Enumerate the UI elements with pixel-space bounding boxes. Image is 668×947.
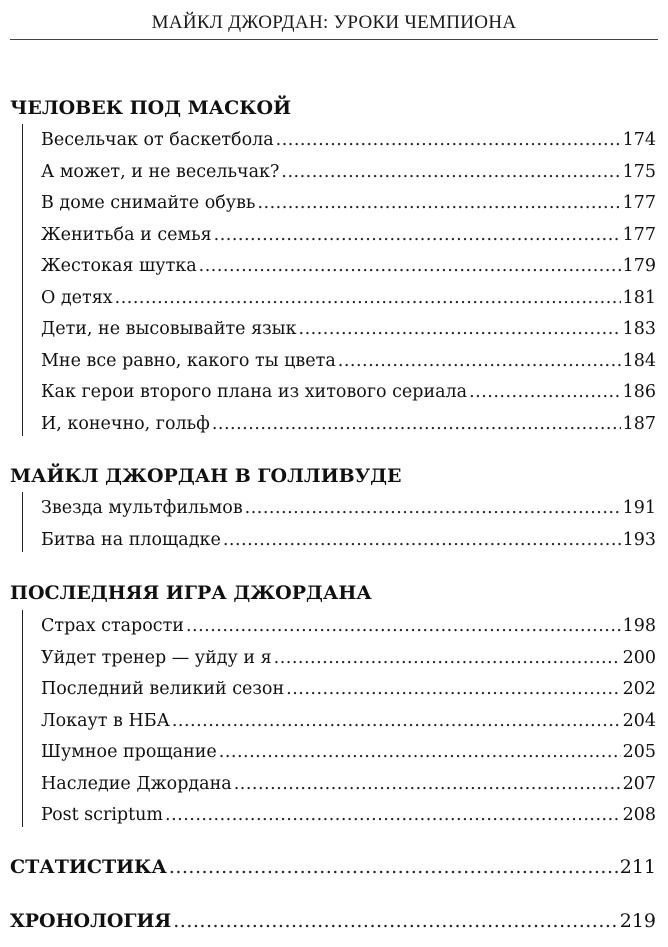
page-number: 207	[622, 773, 656, 794]
page-number: 177	[622, 224, 656, 245]
page-number: 177	[622, 193, 656, 213]
entry-title: О детях	[41, 287, 113, 308]
toc-entry	[41, 772, 656, 796]
dot-leader	[172, 709, 621, 733]
entry-title: Страх старости	[41, 616, 184, 636]
entry-title: Жестокая шутка	[41, 256, 197, 276]
section-heading: МАЙКЛ ДЖОРДАН В ГОЛЛИВУДЕ	[10, 465, 402, 487]
page-number: 205	[622, 742, 656, 762]
toc-entry	[41, 380, 656, 404]
dot-leader	[299, 317, 621, 341]
entry-title: Последний великий сезон	[41, 679, 285, 699]
dot-leader	[214, 223, 621, 247]
toc-entry	[41, 223, 656, 247]
entry-title: Шумное прощание	[41, 742, 217, 762]
toc-entry	[41, 496, 656, 520]
toc-entry	[41, 317, 656, 341]
toc-entry	[41, 412, 656, 436]
entry-title: Post scriptum	[41, 805, 164, 825]
page-number: 202	[622, 679, 656, 699]
dot-leader	[276, 128, 621, 152]
page-number: 175	[622, 161, 656, 182]
dot-leader	[169, 855, 618, 879]
page-number: 208	[622, 805, 656, 825]
toc-entry	[41, 191, 656, 215]
dot-leader	[281, 160, 620, 184]
dot-leader	[234, 772, 621, 796]
entry-title: Мне все равно, какого ты цвета	[41, 350, 336, 371]
header-rule	[10, 39, 658, 40]
entry-title: Звезда мультфильмов	[41, 498, 243, 518]
toc-entry	[41, 646, 656, 670]
page-number: 200	[622, 647, 656, 668]
dot-leader	[338, 349, 621, 373]
entry-title: Как герои второго плана из хитового сериала	[41, 382, 468, 402]
section-heading: ПОСЛЕДНЯЯ ИГРА ДЖОРДАНА	[10, 582, 372, 604]
toc-top-entry	[10, 855, 656, 879]
dot-leader	[469, 380, 620, 404]
section-heading: ЧЕЛОВЕК ПОД МАСКОЙ	[10, 97, 292, 119]
page-number: 204	[622, 710, 656, 731]
dot-leader	[165, 803, 621, 827]
dot-leader	[199, 254, 621, 278]
dot-leader	[115, 286, 621, 310]
section-bracket-line	[22, 124, 23, 436]
dot-leader	[186, 614, 621, 638]
toc-entry	[41, 677, 656, 701]
page-number: 183	[622, 319, 656, 339]
entry-title: Уйдет тренер — уйду и я	[41, 647, 272, 668]
toc-top-entry	[10, 909, 656, 933]
toc-entry	[41, 740, 656, 764]
page-number: 191	[622, 498, 656, 518]
entry-title: Дети, не высовывайте язык	[41, 319, 297, 339]
entry-title: Локаут в НБА	[41, 710, 170, 731]
section-bracket-line	[22, 492, 23, 552]
toc-entry	[41, 160, 656, 184]
page-number: 198	[622, 616, 656, 636]
running-head: МАЙКЛ ДЖОРДАН: УРОКИ ЧЕМПИОНА	[151, 12, 517, 33]
dot-leader	[212, 412, 621, 436]
entry-title: В доме снимайте обувь	[41, 193, 256, 213]
page-number: 186	[622, 382, 656, 402]
page-number: 211	[619, 856, 656, 878]
entry-title: Весельчак от баскетбола	[41, 130, 274, 150]
entry-title: Женитьба и семья	[41, 224, 212, 245]
toc-entry	[41, 614, 656, 638]
toc-entry	[41, 349, 656, 373]
page-number: 174	[622, 130, 656, 150]
section-bracket-line	[22, 610, 23, 827]
page-number: 179	[622, 256, 656, 276]
entry-title: И, конечно, гольф	[41, 413, 210, 434]
entry-title: А может, и не весельчак?	[41, 161, 280, 182]
toc-entry	[41, 128, 656, 152]
page-number: 219	[619, 910, 656, 932]
entry-title: Битва на площадке	[41, 529, 221, 550]
dot-leader	[219, 740, 621, 764]
toc-entry	[41, 709, 656, 733]
dot-leader	[286, 677, 620, 701]
entry-title: ХРОНОЛОГИЯ	[10, 910, 172, 932]
entry-title: Наследие Джордана	[41, 773, 232, 794]
dot-leader	[223, 528, 621, 552]
toc-entry	[41, 528, 656, 552]
toc-entry	[41, 286, 656, 310]
page-number: 184	[622, 350, 656, 371]
page-number: 187	[622, 413, 656, 434]
toc-entry	[41, 803, 656, 827]
entry-title: СТАТИСТИКА	[10, 856, 167, 878]
dot-leader	[274, 646, 621, 670]
page-number: 193	[622, 529, 656, 550]
dot-leader	[245, 496, 621, 520]
dot-leader	[173, 909, 617, 933]
toc-entry	[41, 254, 656, 278]
page-number: 181	[622, 287, 656, 308]
dot-leader	[257, 191, 620, 215]
